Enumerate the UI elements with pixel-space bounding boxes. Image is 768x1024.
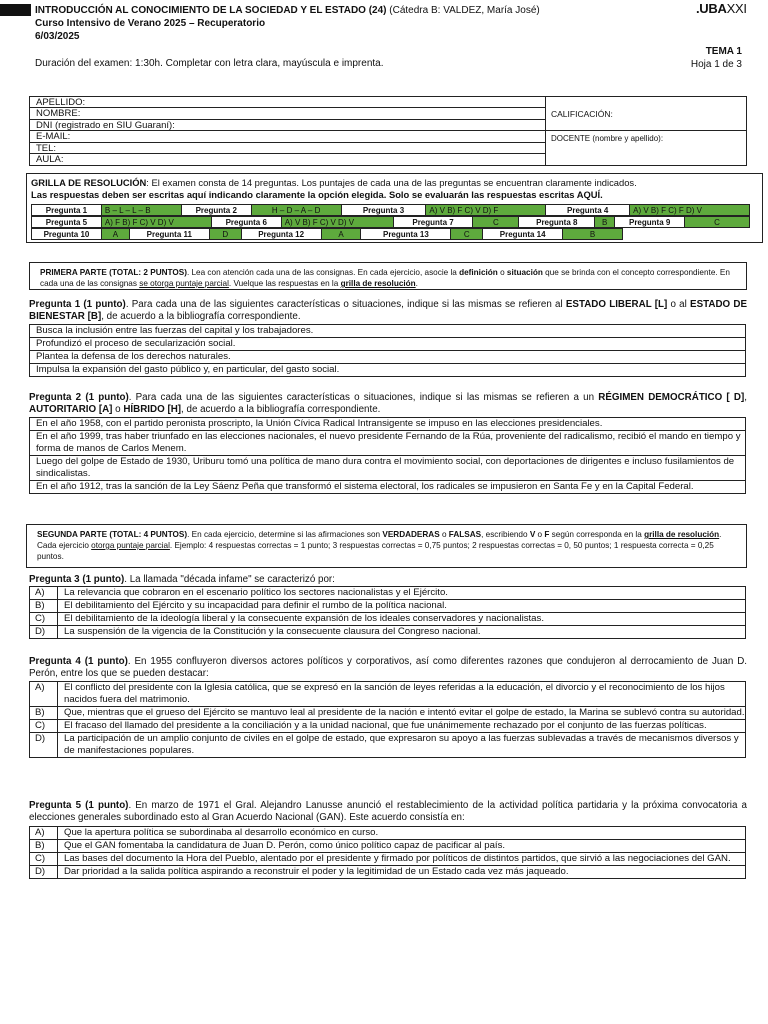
grid-question: Pregunta 14 [483,229,563,240]
grid-answer[interactable]: A) F B) F C) V D) V [101,217,211,228]
grid-answer[interactable]: B [595,217,615,228]
grid-question: Pregunta 7 [393,217,473,228]
question-5: Pregunta 5 (1 punto). En marzo de 1971 el Gral. Alejandro Lanusse anunció el restablecimiento de la actividad política partidaria y la próxima convocatoria a elecciones generales subordinado esto al Gran Acuerdo Nacional (GAN). Este acuerdo consistía en: [29,800,747,823]
q2-item: Luego del golpe de Estado de 1930, Uriburu tomó una política de mano dura contra el movimiento social, con deportaciones de dirigentes e incluso fusilamientos de sindicalistas. [30,456,746,481]
student-field[interactable]: AULA: [36,153,64,165]
tema-label: TEMA 1 [705,46,742,57]
question-2-items [29,417,746,494]
q5-option-c: C) Las bases del documento la Hora del Pueblo, alentado por el presidente y firmado por políticos de distintos partidos, que sirvió a las negociaciones del GAN. [30,853,746,866]
grid-question: Pregunta 5 [32,217,102,228]
page-count: Hoja 1 de 3 [690,59,742,70]
question-1-items [29,324,746,377]
q1-item: Impulsa la expansión del gasto público y, en particular, del gasto social. [30,364,746,377]
docente-field[interactable]: DOCENTE (nombre y apellido): [551,134,664,143]
part-two-instructions: SEGUNDA PARTE (TOTAL: 4 PUNTOS). En cada ejercicio, determine si las afirmaciones son VERDADERAS o FALSAS, escribiendo V o F según corresponda en la grilla de resolución. Cada ejercicio otorga puntaje parcial. Ejemplo: 4 respuestas correctas = 1 punto; 3 respuestas correctas = 0,75 puntos; 2 respuestas correctas = 0, 50 puntos; 1 respuesta correcta = 0,25 puntos. [26,524,747,568]
grid-answer[interactable]: C [473,217,519,228]
q1-item: Profundizó el proceso de secularización social. [30,338,746,351]
grid-answer[interactable]: A) V B) F C) V D) F [426,205,546,216]
grid-question: Pregunta 3 [341,205,426,216]
grid-question: Pregunta 10 [32,229,102,240]
grid-question: Pregunta 8 [519,217,595,228]
exam-header [35,4,555,43]
grid-question: Pregunta 1 [32,205,102,216]
exam-date: 6/03/2025 [35,31,80,42]
grid-answer[interactable]: A [101,229,129,240]
answer-grid-row-2 [31,216,750,228]
q4-option-b: B) Que, mientras que el grueso del Ejército se mantuvo leal al presidente de la nación e intentó evitar el golpe de estado, la Marina se sublevó contra su autoridad. [30,707,746,720]
uba-logo: .UBAXXI [696,1,747,16]
student-field[interactable]: DNI (registrado en SIU Guaraní): [30,120,545,131]
course-subtitle: Curso Intensivo de Verano 2025 – Recuperatorio [35,18,266,29]
grid-answer[interactable]: A [321,229,361,240]
grid-answer[interactable]: A) V B) F C) V D) V [281,217,393,228]
course-title: INTRODUCCIÓN AL CONOCIMIENTO DE LA SOCIEDAD Y EL ESTADO (24) (Cátedra B: VALDEZ, María José) [35,5,540,16]
q1-item: Busca la inclusión entre las fuerzas del capital y los trabajadores. [30,325,746,338]
grid-answer[interactable]: B – L – L – B [101,205,181,216]
q4-option-d: D) La participación de un amplio conjunto de civiles en el golpe de estado, que expresaron su apoyo a las fuerzas sublevadas a través de mecanismos diversos y de manifestaciones populares. [30,733,746,758]
duration-note: Duración del examen: 1:30h. Completar con letra clara, mayúscula e imprenta. [35,58,384,69]
q3-option-a: A) La relevancia que cobraron en el escenario político los sectores nacionalistas y el Ejército. [30,587,746,600]
grid-question: Pregunta 4 [546,205,630,216]
q5-option-a: A) Que la apertura política se subordinaba al desarrollo económico en curso. [30,827,746,840]
question-4-options [29,681,746,758]
student-field[interactable]: E-MAIL: [30,131,545,142]
q2-item: En el año 1958, con el partido peronista proscripto, la Unión Cívica Radical Intransigente se impuso en las elecciones presidenciales. [30,418,746,431]
tema-info [640,45,742,71]
grid-answer[interactable]: C [685,217,750,228]
grid-question: Pregunta 9 [615,217,685,228]
grid-question: Pregunta 11 [129,229,209,240]
question-3: Pregunta 3 (1 punto). La llamada "década infame" se caracterizó por: [29,574,335,585]
answer-grid-instructions: GRILLA DE RESOLUCIÓN: El examen consta de 14 preguntas. Los puntajes de cada una de las preguntas se encuentran claramente indicados. Las respuestas deben ser escritas aquí indicando claramente la opción elegida. Solo se evaluarán las respuestas escritas AQUÍ. [31,177,637,200]
q3-option-d: D) La suspensión de la vigencia de la Constitución y la consecuente clausura del Congreso nacional. [30,626,746,639]
grid-answer[interactable]: H – D – A – D [251,205,341,216]
q2-item: En el año 1912, tras la sanción de la Ley Sáenz Peña que transformó el sistema electoral, los radicales se impusieron en Santa Fe y en la Capital Federal. [30,481,746,494]
answer-grid-row-3 [31,228,623,240]
grid-question: Pregunta 6 [211,217,281,228]
answer-grid-row-1 [31,204,750,216]
question-2: Pregunta 2 (1 punto). Para cada una de las siguientes características o situaciones, indique si las mismas se refieren a un RÉGIMEN DEMOCRÁTICO [ D], AUTORITARIO [A] o HÍBRIDO [H], de acuerdo a la bibliografía correspondiente. [29,392,747,415]
student-field[interactable]: NOMBRE: [30,108,545,119]
question-5-options [29,826,746,879]
question-3-options [29,586,746,639]
q4-option-c: C) El fracaso del llamado del presidente a la conciliación y a la unidad nacional, que fue unánimemente rechazado por el conjunto de las fuerzas políticas. [30,720,746,733]
question-1: Pregunta 1 (1 punto). Para cada una de las siguientes características o situaciones, indique si las mismas se refieren al ESTADO LIBERAL [L] o al ESTADO DE BIENESTAR [B], de acuerdo a la bibliografía correspondiente. [29,299,747,322]
answer-grid-box [26,173,763,243]
question-4: Pregunta 4 (1 punto). En 1955 confluyeron diversos actores políticos y corporativos, así como diferentes razones que condujeron al derrocamiento de Juan D. Perón, entre los que se pueden destacar: [29,656,747,679]
grid-answer[interactable]: C [451,229,483,240]
grid-question: Pregunta 13 [361,229,451,240]
calificacion-field[interactable]: CALIFICACIÓN: [546,97,746,131]
q3-option-b: B) El debilitamiento del Ejército y su incapacidad para definir el rumbo de la política nacional. [30,600,746,613]
q2-item: En el año 1999, tras haber triunfado en las elecciones nacionales, el nuevo presidente Fernando de la Rúa, proveniente del radicalismo, recibió el mando en tiempo y forma de manos de Carlos Menem. [30,431,746,456]
student-fields [30,97,546,165]
grid-answer[interactable]: A) V B) F C) F D) V [630,205,750,216]
student-field[interactable]: APELLIDO: [30,97,545,108]
part-one-instructions: PRIMERA PARTE (TOTAL: 2 PUNTOS). Lea con atención cada una de las consignas. En cada ejercicio, asocie la definición o situación que se brinda con el concepto correspondiente. En cada una de las consignas se otorga puntaje parcial. Vuelque las respuestas en la grilla de resolución. [29,262,747,290]
student-field[interactable]: TEL: [30,143,545,154]
grid-answer[interactable]: B [563,229,623,240]
q5-option-b: B) Que el GAN fomentaba la candidatura de Juan D. Perón, como único político capaz de pacificar al país. [30,840,746,853]
grading-fields [546,97,746,165]
header-black-bar [0,4,31,16]
q3-option-c: C) El debilitamiento de la ideología liberal y la consecuente expansión de los ideales conservadores y nacionalistas. [30,613,746,626]
student-id-box [29,96,747,166]
q5-option-d: D) Dar prioridad a la salida política aspirando a reconstruir el poder y la legitimidad de un Estado cada vez más jaqueado. [30,866,746,879]
q1-item: Plantea la defensa de los derechos naturales. [30,351,746,364]
q4-option-a: A) El conflicto del presidente con la Iglesia católica, que se expresó en la sanción de leyes referidas a la educación, el divorcio y el reconocimiento de los hijos nacidos fuera del matrimonio. [30,682,746,707]
grid-question: Pregunta 12 [241,229,321,240]
grid-question: Pregunta 2 [181,205,251,216]
grid-answer[interactable]: D [209,229,241,240]
